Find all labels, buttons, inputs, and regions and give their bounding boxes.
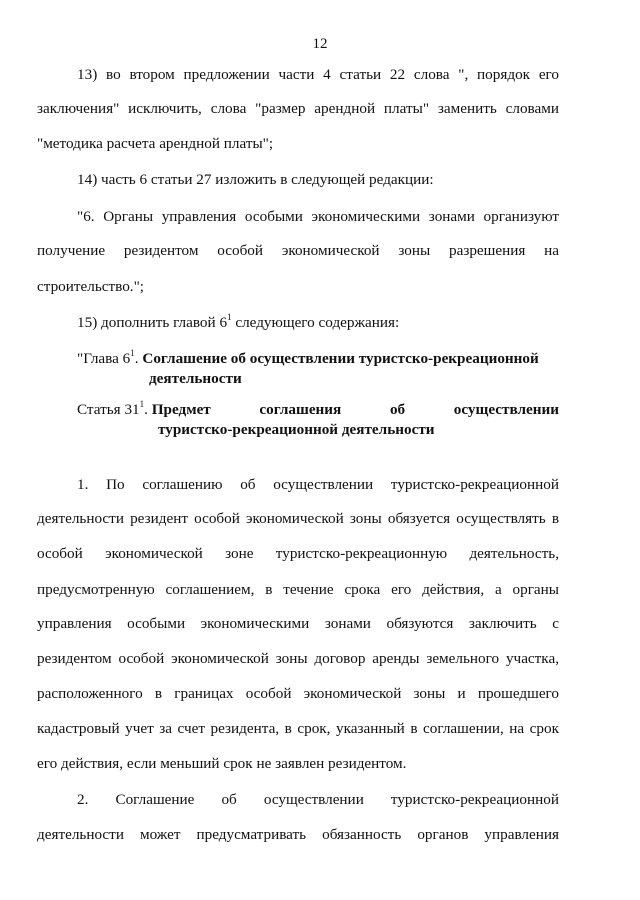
article-word-4: осуществлении (453, 401, 559, 418)
article-dot: . (144, 401, 152, 418)
article-superscript: 1 (139, 399, 145, 409)
page-number: 12 (312, 36, 328, 52)
para1-line6: резидентом особой экономической зоны договор аренды земельного участка, (37, 650, 559, 667)
item15-superscript: 1 (227, 312, 232, 322)
article-word-3: об (389, 401, 406, 418)
para2-line1: 2. Соглашение об осуществлении туристско-рекреационной (77, 791, 559, 808)
chapter-label: "Глава 6 (77, 350, 131, 367)
item13-line1: 13) во втором предложении части 4 статьи 22 слова ", порядок его (77, 66, 559, 83)
item13-line3: "методика расчета арендной платы"; (37, 135, 274, 152)
chapter-heading (77, 349, 567, 389)
item14-quote-line2: получение резидентом особой экономической зоны разрешения на (37, 242, 559, 259)
para1-line9: его действия, если меньший срок не заявлен резидентом. (37, 755, 407, 772)
para1-line4: предусмотренную соглашением, в течение срока его действия, а органы (37, 581, 559, 598)
article-title-line2: туристско-рекреационной деятельности (158, 421, 435, 438)
para1-line8: кадастровый учет за счет резидента, в срок, указанный в соглашении, на срок (37, 720, 559, 737)
para1-line3: особой экономической зоне туристско-рекреационную деятельность, (37, 545, 559, 562)
chapter-superscript: 1 (130, 348, 135, 358)
item13-line2: заключения" исключить, слова "размер арендной платы" заменить словами (37, 100, 559, 117)
item14-quote-line3: строительство."; (37, 278, 145, 295)
item14-line1: 14) часть 6 статьи 27 изложить в следующей редакции: (77, 171, 434, 188)
chapter-dot: . (134, 350, 143, 367)
para1-line5: управления особыми экономическими зонами обязуются заключить с (37, 615, 559, 632)
para2-line2: деятельности может предусматривать обязанность органов управления (37, 826, 559, 843)
item15-text-post: следующего содержания: (231, 314, 400, 331)
item15-line (77, 314, 559, 332)
chapter-title-line1: Соглашение об осуществлении туристско-рекреационной (142, 350, 539, 367)
article-heading (77, 400, 559, 440)
para1-line2: деятельности резидент особой экономической зоны обязуется осуществлять в (37, 510, 559, 527)
item15-text: 15) дополнить главой 6 (77, 314, 228, 331)
article-label: Статья 31 (77, 401, 140, 418)
para1-line7: расположенного в границах особой экономической зоны и прошедшего (37, 685, 559, 702)
chapter-title-line2: деятельности (149, 370, 242, 387)
para1-line1: 1. По соглашению об осуществлении туристско-рекреационной (77, 476, 559, 493)
article-word-1: Предмет (151, 401, 211, 418)
item14-quote-line1: "6. Органы управления особыми экономическими зонами организуют (77, 208, 559, 225)
article-word-2: соглашения (259, 401, 342, 418)
